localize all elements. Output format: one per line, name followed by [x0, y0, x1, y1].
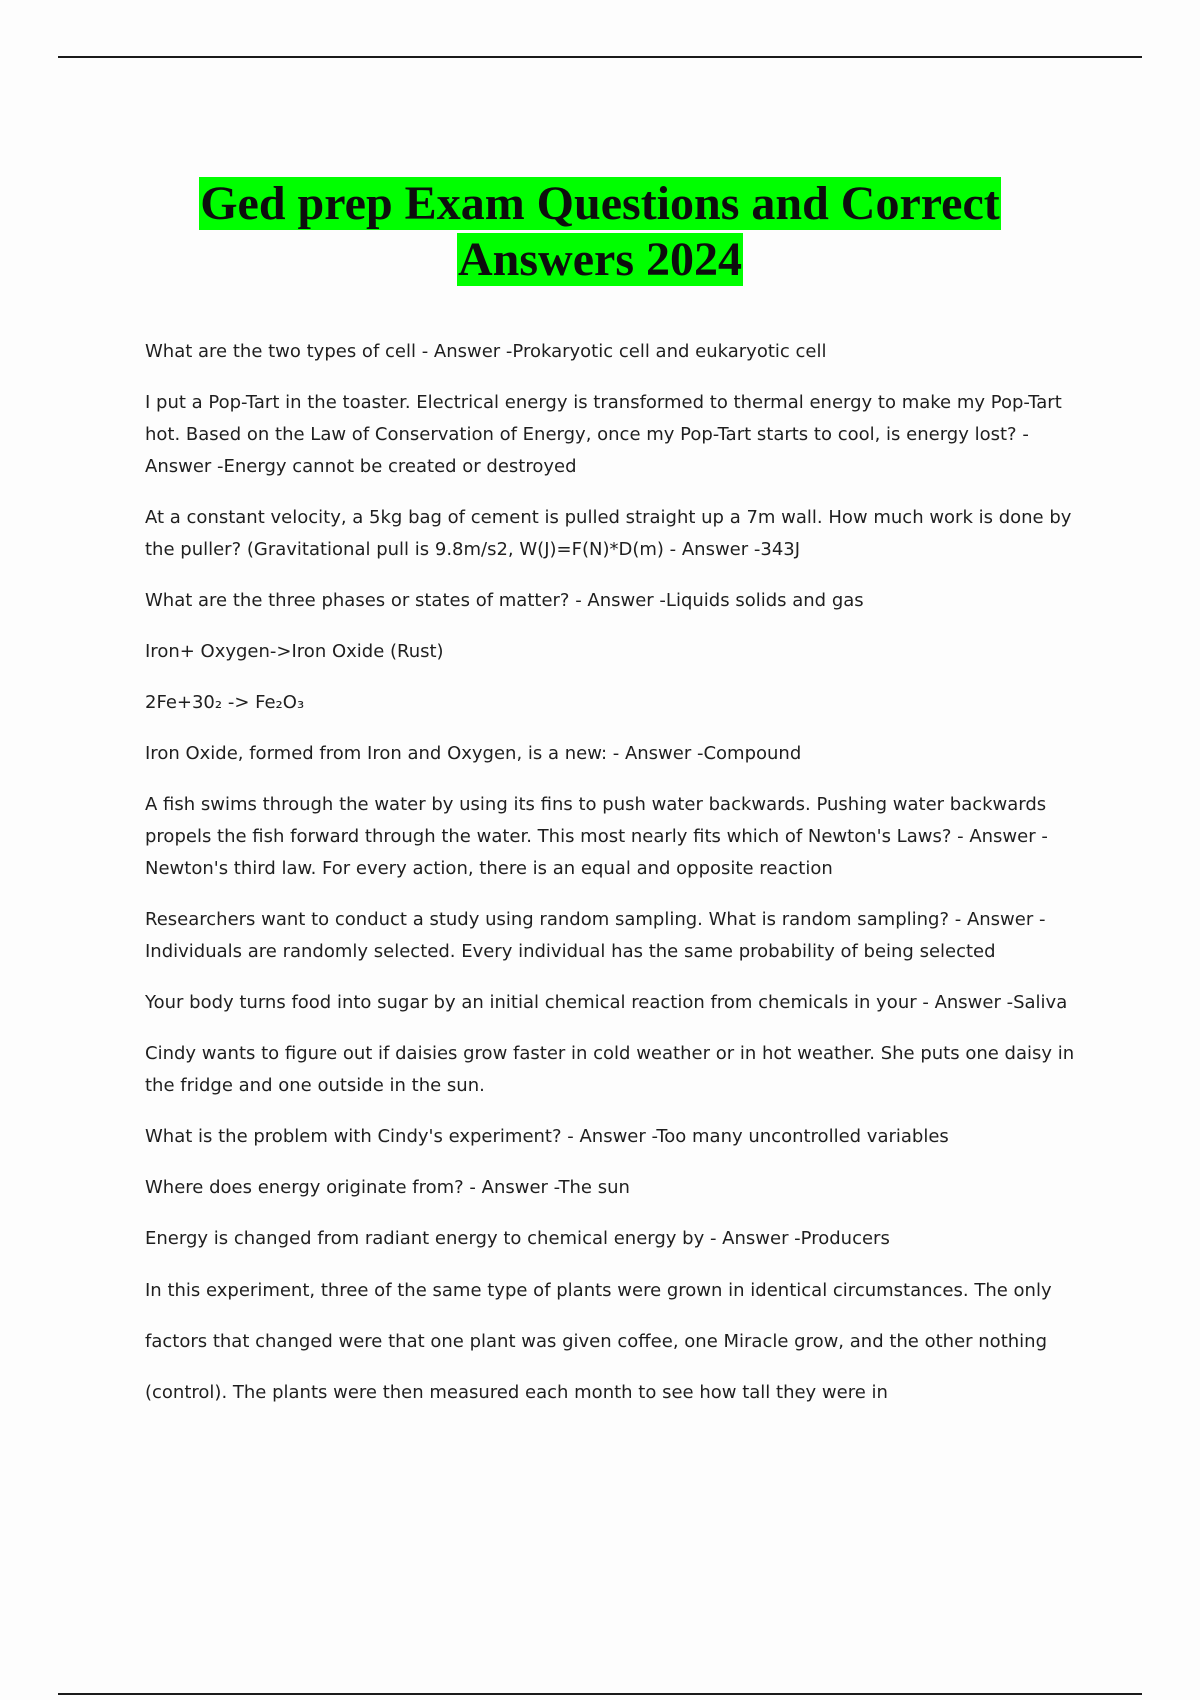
question-paragraph: At a constant velocity, a 5kg bag of cement is pulled straight up a 7m wall. How much work is done by the puller? (Gravitational pull is 9.8m/s2, W(J)=F(N)*D(m) - Answer -343J — [145, 507, 1072, 560]
document-title — [100, 176, 1100, 288]
question-paragraph: Researchers want to conduct a study using random sampling. What is random sampling? - Answer -Individuals are randomly selected. Every individual has the same probability of being selected — [145, 909, 1046, 962]
equation-text: Iron+ Oxygen->Iron Oxide (Rust) — [145, 641, 444, 662]
title-line-1: Ged prep Exam Questions and Correct — [200, 177, 1000, 231]
question-paragraph: Where does energy originate from? - Answer -The sun — [145, 1177, 630, 1198]
question-paragraph: I put a Pop-Tart in the toaster. Electrical energy is transformed to thermal energy to make my Pop-Tart hot. Based on the Law of Conservation of Energy, once my Pop-Tart starts to cool, is energy lost? - Answer -Energy cannot be created or destroyed — [145, 392, 1062, 477]
experiment-paragraph: In this experiment, three of the same type of plants were grown in identical circumstances. The only factors that changed were that one plant was given coffee, one Miracle grow, and the other nothing (control). The plants were then measured each month to see how tall they were in — [145, 1280, 1052, 1403]
chemical-equation: 2Fe+30₂ -> Fe₂O₃ — [145, 692, 305, 713]
question-paragraph: A fish swims through the water by using its fins to push water backwards. Pushing water backwards propels the fish forward through the water. This most nearly fits which of Newton's Laws? - Answer -Newton's third law. For every action, there is an equal and opposite reaction — [145, 794, 1048, 879]
question-paragraph: Iron Oxide, formed from Iron and Oxygen, is a new: - Answer -Compound — [145, 743, 802, 764]
question-paragraph: Your body turns food into sugar by an initial chemical reaction from chemicals in your - Answer -Saliva — [145, 992, 1068, 1013]
question-paragraph: What are the two types of cell - Answer -Prokaryotic cell and eukaryotic cell — [145, 341, 827, 362]
top-rule — [58, 56, 1142, 58]
bottom-rule — [58, 1693, 1142, 1695]
question-list — [145, 336, 1075, 1437]
question-paragraph: What is the problem with Cindy's experiment? - Answer -Too many uncontrolled variables — [145, 1126, 949, 1147]
question-paragraph: Cindy wants to figure out if daisies grow faster in cold weather or in hot weather. She puts one daisy in the fridge and one outside in the sun. — [145, 1043, 1075, 1096]
question-paragraph: What are the three phases or states of matter? - Answer -Liquids solids and gas — [145, 590, 864, 611]
question-paragraph: Energy is changed from radiant energy to chemical energy by - Answer -Producers — [145, 1228, 890, 1249]
title-line-2: Answers 2024 — [458, 233, 742, 287]
